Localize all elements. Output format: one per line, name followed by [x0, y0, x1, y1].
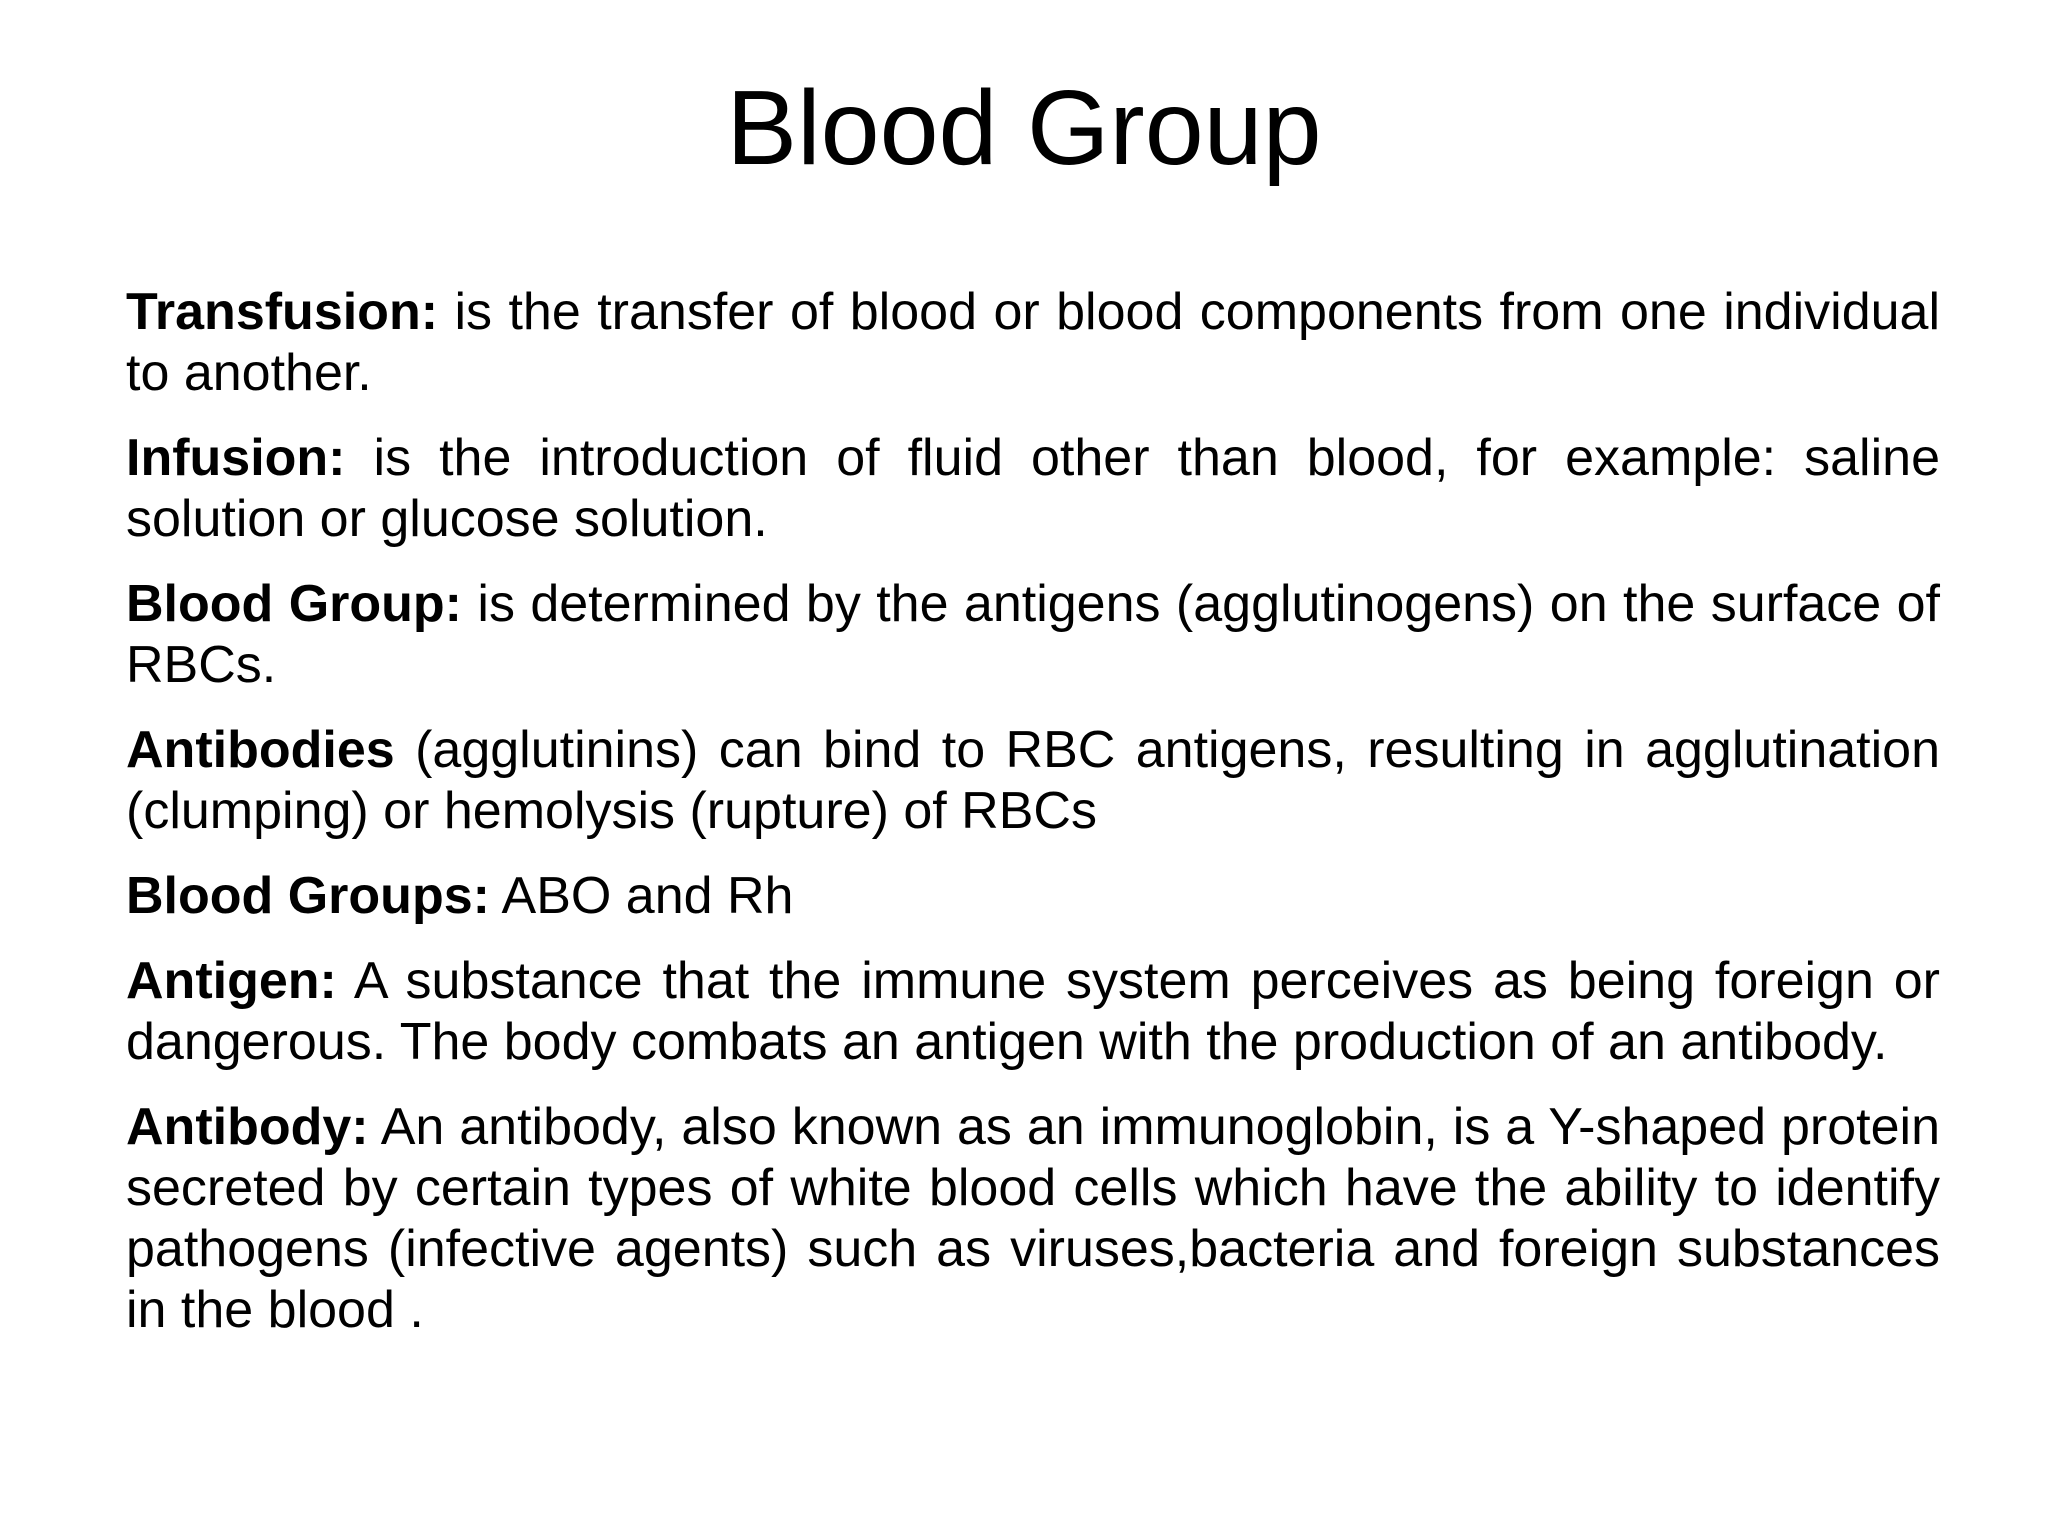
paragraph-antigen	[126, 951, 1940, 1073]
definition-blood-group: is determined by the antigens (agglutinogens) on the surface of RBCs.	[126, 575, 1940, 694]
definition-antibodies: (agglutinins) can bind to RBC antigens, resulting in agglutination (clumping) or hemolysis (rupture) of RBCs	[126, 721, 1940, 840]
term-blood-groups: Blood Groups:	[126, 867, 490, 925]
definition-transfusion: is the transfer of blood or blood components from one individual to another.	[126, 283, 1940, 402]
paragraph-blood-group	[126, 574, 1940, 696]
definition-infusion: is the introduction of fluid other than blood, for example: saline solution or glucose solution.	[126, 429, 1940, 548]
term-antibody: Antibody:	[126, 1098, 369, 1156]
definition-antibody: An antibody, also known as an immunoglobin, is a Y-shaped protein secreted by certain types of white blood cells which have the ability to identify pathogens (infective agents) such as viruses,bacteria and foreign substances in the blood .	[126, 1098, 1940, 1339]
slide-title: Blood Group	[726, 69, 1322, 187]
definition-antigen: A substance that the immune system perceives as being foreign or dangerous. The body combats an antigen with the production of an antibody.	[126, 952, 1940, 1071]
paragraph-antibody	[126, 1097, 1940, 1341]
paragraph-antibodies	[126, 720, 1940, 842]
paragraph-infusion	[126, 428, 1940, 550]
term-antibodies: Antibodies	[126, 721, 395, 779]
term-transfusion: Transfusion:	[126, 283, 439, 341]
term-infusion: Infusion:	[126, 429, 346, 487]
definition-blood-groups: ABO and Rh	[489, 867, 794, 925]
paragraph-transfusion	[126, 282, 1940, 404]
term-antigen: Antigen:	[126, 952, 337, 1010]
term-blood-group: Blood Group:	[126, 575, 462, 633]
paragraph-blood-groups	[126, 866, 1940, 927]
slide-body	[126, 282, 1940, 1365]
